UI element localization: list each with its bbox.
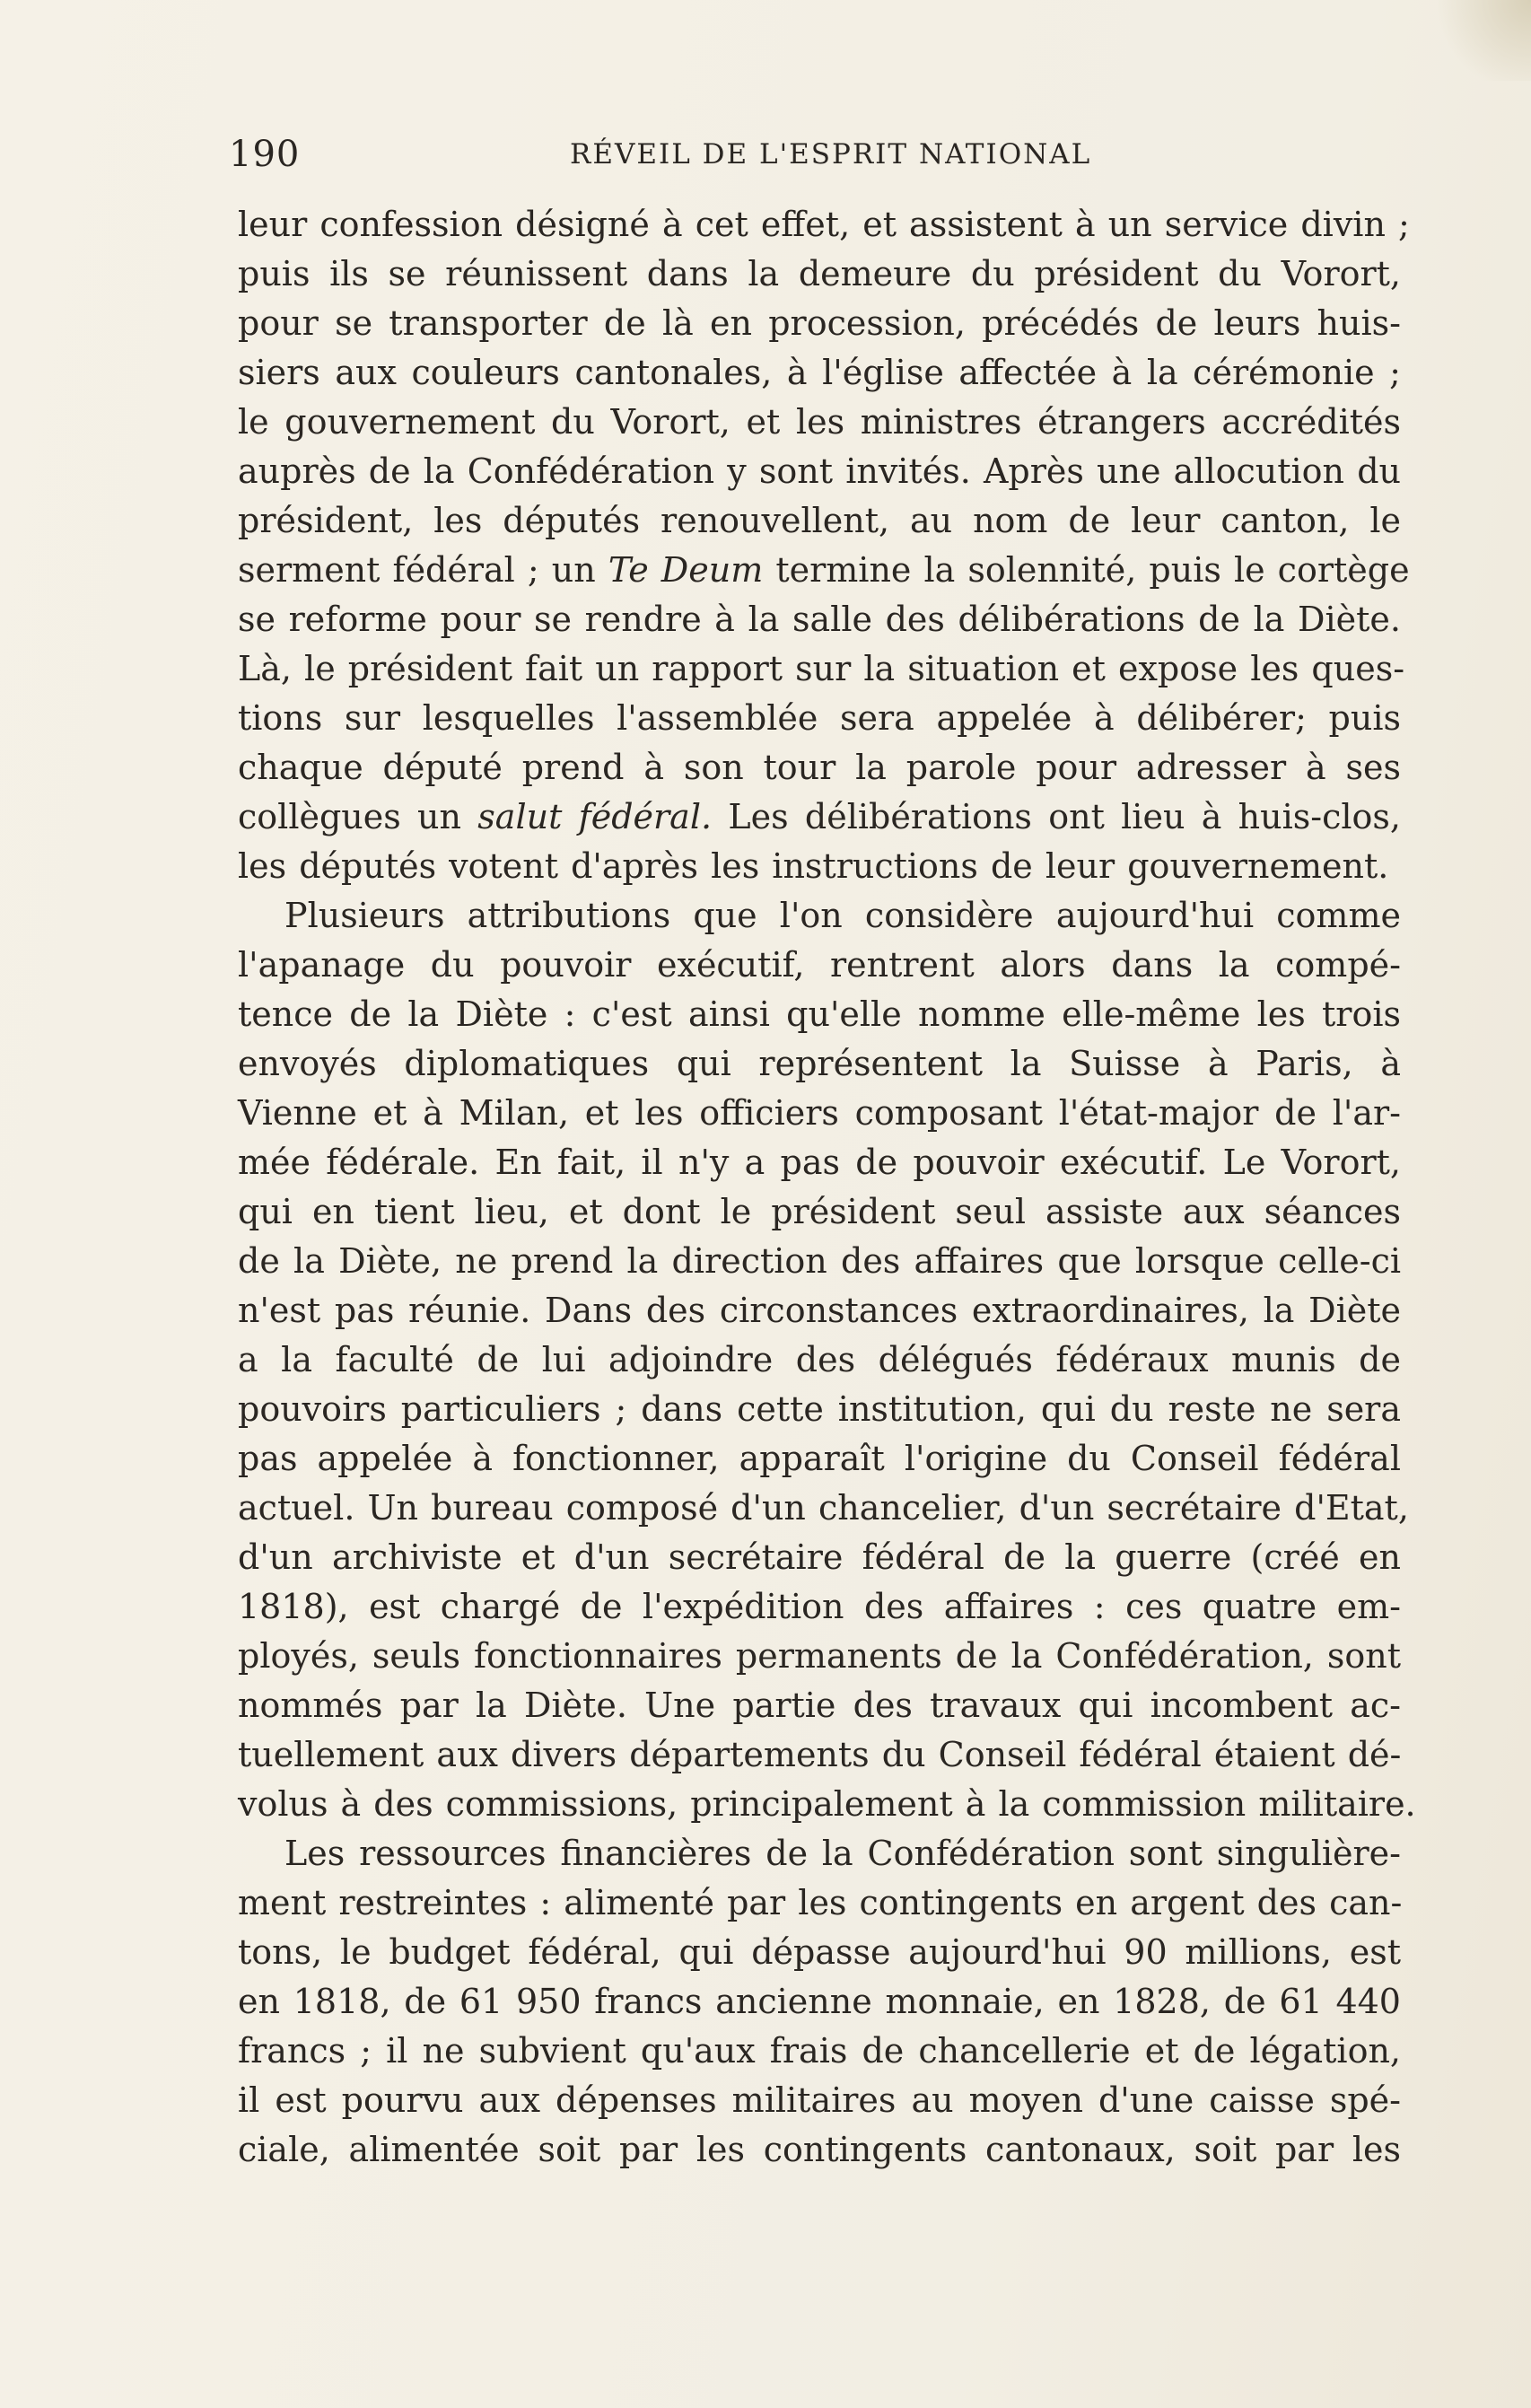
- text-segment: serment fédéral ; un: [238, 550, 608, 590]
- text-line: siers aux couleurs cantonales, à l'église affectée à la cérémonie ;: [238, 353, 1401, 392]
- text-line-mixed: [238, 792, 1401, 842]
- text-line: président, les députés renouvellent, au nom de leur canton, le: [238, 501, 1401, 540]
- text-line: Vienne et à Milan, et les officiers composant l'état-major de l'ar-: [238, 1093, 1401, 1133]
- text-line: Plusieurs attributions que l'on considère aujourd'hui comme: [284, 896, 1401, 935]
- text-segment: collègues un: [238, 797, 478, 836]
- text-line: envoyés diplomatiques qui représentent la Suisse à Paris, à: [238, 1044, 1401, 1083]
- text-line: se reforme pour se rendre à la salle des délibérations de la Diète.: [238, 600, 1401, 639]
- text-line: volus à des commissions, principalement à la commission militaire.: [238, 1784, 1416, 1824]
- text-line: n'est pas réunie. Dans des circonstances extraordinaires, la Diète: [238, 1291, 1401, 1330]
- text-line: 1818), est chargé de l'expédition des affaires : ces quatre em-: [238, 1587, 1401, 1626]
- italic-salut-federal: salut fédéral.: [477, 797, 713, 836]
- text-line: tence de la Diète : c'est ainsi qu'elle nomme elle-même les trois: [238, 994, 1401, 1034]
- text-line: leur confession désigné à cet effet, et assistent à un service divin ;: [238, 205, 1410, 244]
- text-line: tons, le budget fédéral, qui dépasse aujourd'hui 90 millions, est: [238, 1932, 1401, 1972]
- text-line: Les ressources financières de la Confédération sont singulière-: [284, 1834, 1401, 1873]
- text-line-mixed: [238, 546, 1410, 595]
- body-text: [238, 200, 1416, 2175]
- text-line: ment restreintes : alimenté par les contingents en argent des can-: [238, 1883, 1403, 1922]
- text-line: en 1818, de 61 950 francs ancienne monnaie, en 1828, de 61 440: [238, 1982, 1401, 2021]
- text-segment: Les délibérations ont lieu à huis-clos,: [712, 797, 1401, 836]
- running-title: RÉVEIL DE L'ESPRIT NATIONAL: [570, 138, 1092, 171]
- text-segment: termine la solennité, puis le cortège: [763, 550, 1410, 590]
- text-line: de la Diète, ne prend la direction des affaires que lorsque celle-ci: [238, 1241, 1401, 1281]
- text-line: actuel. Un bureau composé d'un chancelier, d'un secrétaire d'Etat,: [238, 1488, 1409, 1528]
- text-line: tions sur lesquelles l'assemblée sera appelée à délibérer; puis: [238, 698, 1401, 738]
- text-line: d'un archiviste et d'un secrétaire fédéral de la guerre (créé en: [238, 1537, 1401, 1577]
- text-line: les députés votent d'après les instructions de leur gouvernement.: [238, 846, 1389, 886]
- text-line: ciale, alimentée soit par les contingents cantonaux, soit par les: [238, 2130, 1401, 2169]
- text-line: mée fédérale. En fait, il n'y a pas de pouvoir exécutif. Le Vorort,: [238, 1143, 1401, 1182]
- text-line: pouvoirs particuliers ; dans cette institution, qui du reste ne sera: [238, 1389, 1401, 1429]
- paragraph-3: [238, 1829, 1401, 2175]
- text-line: auprès de la Confédération y sont invités. Après une allocution du: [238, 451, 1401, 491]
- text-line: ployés, seuls fonctionnaires permanents de la Confédération, sont: [238, 1636, 1401, 1676]
- text-line: a la faculté de lui adjoindre des délégués fédéraux munis de: [238, 1340, 1401, 1379]
- paragraph-2: [238, 891, 1416, 1829]
- page-corner-shadow: [1423, 0, 1531, 81]
- page-number: 190: [229, 134, 301, 175]
- text-line: le gouvernement du Vorort, et les ministres étrangers accrédités: [238, 402, 1401, 442]
- text-line: Là, le président fait un rapport sur la situation et expose les ques-: [238, 649, 1405, 688]
- paragraph-1: [238, 200, 1410, 891]
- text-line: puis ils se réunissent dans la demeure du président du Vorort,: [238, 254, 1401, 293]
- text-line: nommés par la Diète. Une partie des travaux qui incombent ac-: [238, 1686, 1401, 1725]
- text-line: pour se transporter de là en procession, précédés de leurs huis-: [238, 303, 1401, 343]
- italic-te-deum: Te Deum: [608, 550, 764, 590]
- text-line: il est pourvu aux dépenses militaires au moyen d'une caisse spé-: [238, 2080, 1401, 2120]
- text-line: tuellement aux divers départements du Conseil fédéral étaient dé-: [238, 1735, 1402, 1774]
- text-line: qui en tient lieu, et dont le président seul assiste aux séances: [238, 1192, 1401, 1231]
- text-line: l'apanage du pouvoir exécutif, rentrent alors dans la compé-: [238, 945, 1401, 985]
- text-line: pas appelée à fonctionner, apparaît l'origine du Conseil fédéral: [238, 1439, 1401, 1478]
- running-header: [229, 127, 1395, 181]
- text-line: chaque député prend à son tour la parole pour adresser à ses: [238, 748, 1401, 787]
- text-line: francs ; il ne subvient qu'aux frais de chancellerie et de légation,: [238, 2031, 1401, 2071]
